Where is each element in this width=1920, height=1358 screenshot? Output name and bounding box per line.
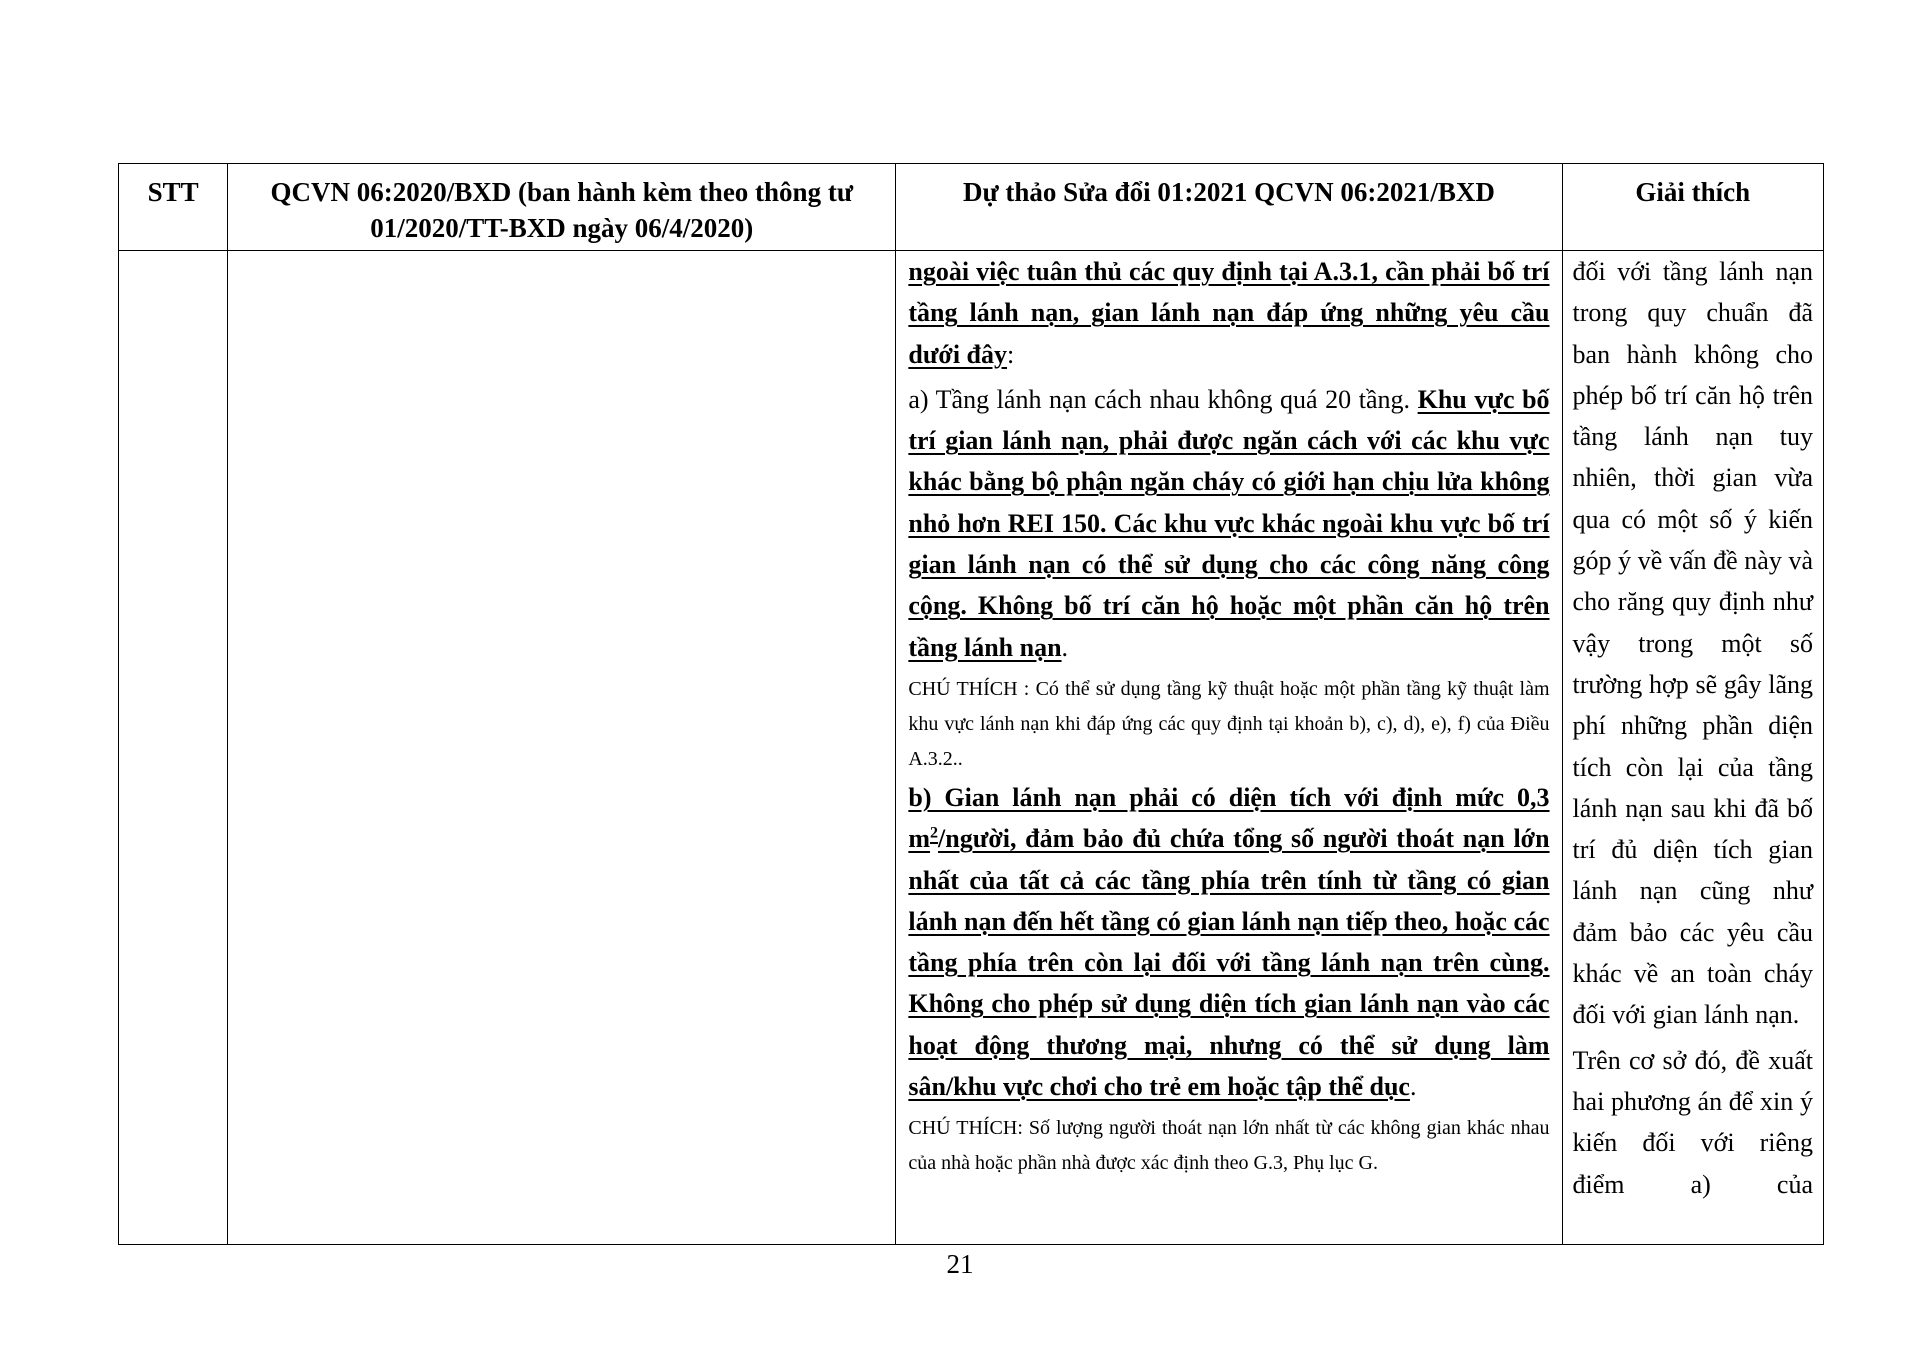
cell-stt bbox=[119, 251, 228, 1245]
clause-b-bold-2: /người, đảm bảo đủ chứa tổng số người thoát nạn lớn nhất của tất cả các tầng phía trên tính từ tầng có gian lánh nạn đến hết tầng có gian lánh nạn tiếp theo, hoặc các tầng phía trên còn lại đối với tầng lánh nạn trên cùng. Không cho phép sử dụng diện tích gian lánh nạn vào các hoạt động thương mại, nhưng có thể sử dụng làm sân/khu vực chơi cho trẻ em hoặc tập thể dục bbox=[908, 824, 1550, 1102]
clause-a-bold: Khu vực bố trí gian lánh nạn, phải được ngăn cách với các khu vực khác bằng bộ phận ngăn cháy có giới hạn chịu lửa không nhỏ hơn REI 150. Các khu vực khác ngoài khu vực bố trí gian lánh nạn có thể sử dụng cho các công năng công cộng. Không bố trí căn hộ hoặc một phần căn hộ trên tầng lánh nạn bbox=[908, 384, 1550, 662]
intro-underlined-text: ngoài việc tuân thủ các quy định tại A.3.1, cần phải bố trí tầng lánh nạn, gian lánh nạn đáp ứng những yêu cầu dưới đây bbox=[908, 257, 1550, 369]
header-row bbox=[119, 164, 1824, 251]
header-explanation: Giải thích bbox=[1562, 164, 1823, 251]
explanation-para-2: Trên cơ sở đó, đề xuất hai phương án để xin ý kiến đối với riêng điểm a) của bbox=[1572, 1045, 1813, 1199]
intro-paragraph bbox=[908, 251, 1549, 375]
clause-a bbox=[908, 379, 1549, 668]
clause-b-tail: . bbox=[1409, 1072, 1417, 1102]
note-1: CHÚ THÍCH : Có thể sử dụng tầng kỹ thuật hoặc một phần tầng kỹ thuật làm khu vực lánh nạn khi đáp ứng các quy định tại khoản b), c), d), e), f) của Điều A.3.2.. bbox=[908, 677, 1550, 770]
clause-b bbox=[908, 777, 1549, 1107]
clause-a-tail: . bbox=[1061, 632, 1069, 662]
table-row bbox=[119, 251, 1824, 1245]
clause-b-superscript: 2 bbox=[930, 824, 939, 842]
cell-old-regulation bbox=[228, 251, 896, 1245]
clause-a-plain: a) Tầng lánh nạn cách nhau không quá 20 tầng. bbox=[908, 384, 1418, 414]
clause-b-bold-1: b) Gian lánh nạn phải có diện tích với định mức 0,3 m bbox=[908, 782, 1550, 854]
note-2: CHÚ THÍCH: Số lượng người thoát nạn lớn nhất từ các không gian khác nhau của nhà hoặc phần nhà được xác định theo G.3, Phụ lục G. bbox=[908, 1117, 1550, 1175]
header-draft-amendment: Dự thảo Sửa đổi 01:2021 QCVN 06:2021/BXD bbox=[896, 164, 1562, 251]
cell-explanation bbox=[1562, 251, 1823, 1245]
comparison-table bbox=[118, 163, 1824, 1245]
header-old-regulation-label: QCVN 06:2020/BXD (ban hành kèm theo thông tư 01/2020/TT-BXD ngày 06/4/2020) bbox=[270, 177, 854, 243]
intro-tail: : bbox=[1007, 339, 1015, 369]
cell-draft-amendment bbox=[896, 251, 1562, 1245]
header-old-regulation bbox=[228, 164, 896, 251]
explanation-para-1: đối với tầng lánh nạn trong quy chuẩn đã ban hành không cho phép bố trí căn hộ trên tầng lánh nạn tuy nhiên, thời gian vừa qua có một số ý kiến góp ý về vấn đề này và cho răng quy định như vậy trong một số trường hợp sẽ gây lãng phí những phần diện tích còn lại của tầng lánh nạn sau khi đã bố trí đủ diện tích gian lánh nạn cũng như đảm bảo các yêu cầu khác về an toàn cháy đối với gian lánh nạn. bbox=[1572, 257, 1813, 1030]
header-stt: STT bbox=[119, 164, 228, 251]
page-number: 21 bbox=[946, 1249, 974, 1279]
